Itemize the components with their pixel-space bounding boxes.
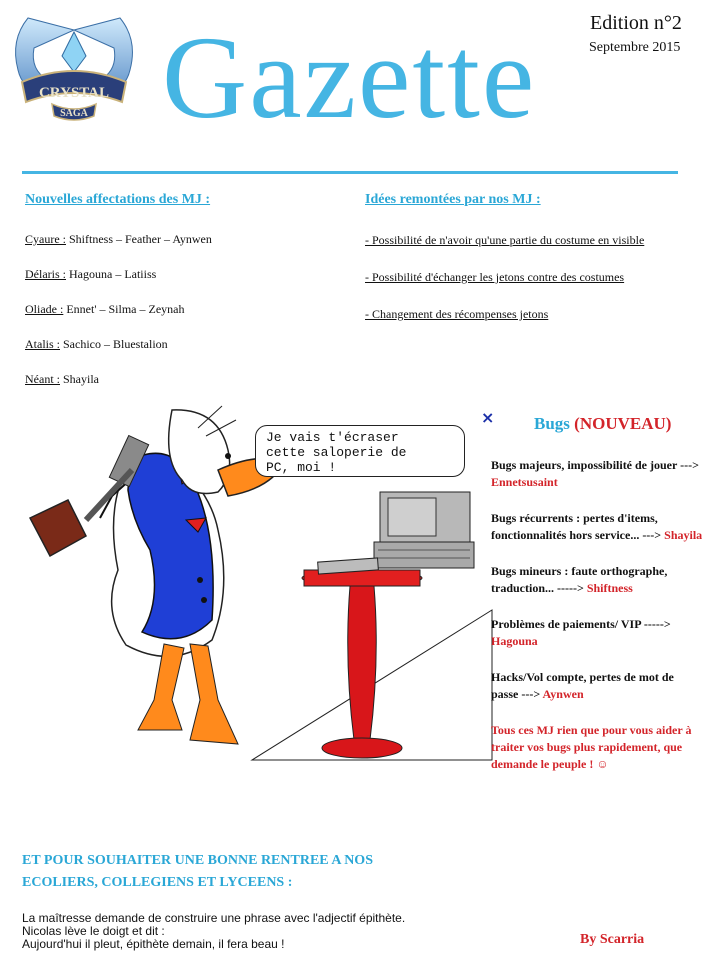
idea-item: - Changement des récompenses jetons <box>365 307 549 321</box>
svg-text:CRYSTAL: CRYSTAL <box>38 85 110 101</box>
gm-assignments <box>25 192 325 407</box>
joke-text: La maîtresse demande de construire une phrase avec l'adjectif épithète. Nicolas lève le doigt et dit : Aujourd'hui il pleut, épithète demain, il fera beau ! <box>22 911 406 951</box>
edition-number: Edition n°2 <box>590 12 682 34</box>
bugs-heading: Bugs (NOUVEAU) <box>534 414 672 433</box>
assignment-item: Cyaure : Shiftness – Feather – Aynwen <box>25 232 212 246</box>
bug-item: Problèmes de paiements/ VIP -----> Hagouna <box>491 617 671 648</box>
bugs-closing-note: Tous ces MJ rien que pour vous aider à traiter vos bugs plus rapidement, que demande le peuple ! ☺ <box>491 723 692 771</box>
gm-ideas-heading: Idées remontées par nos MJ : <box>365 192 541 207</box>
bug-item: Bugs récurrents : pertes d'items, fonctionnalités hors service... ---> Shayila <box>491 511 703 542</box>
bug-item: Bugs mineurs : faute orthographe, traduction... -----> Shiftness <box>491 564 668 595</box>
idea-item: - Possibilité d'échanger les jetons contre des costumes <box>365 270 625 284</box>
bug-item: Bugs majeurs, impossibilité de jouer ---> Ennetsusaint <box>491 458 699 489</box>
bug-item: Hacks/Vol compte, pertes de mot de passe ---> Aynwen <box>491 670 674 701</box>
idea-item: - Possibilité de n'avoir qu'une partie du costume en visible <box>365 233 645 247</box>
assignment-item: Oliade : Ennet' – Silma – Zeynah <box>25 302 185 316</box>
speech-bubble: Je vais t'écraser cette saloperie de PC, moi ! <box>255 425 465 477</box>
svg-text:SAGA: SAGA <box>60 108 88 119</box>
gm-ideas <box>365 192 665 343</box>
bugs-list <box>491 457 703 773</box>
close-icon[interactable]: × <box>481 408 495 427</box>
gm-assignments-heading: Nouvelles affectations des MJ : <box>25 192 211 207</box>
edition-date: Septembre 2015 <box>589 40 681 55</box>
header-rule <box>22 171 678 174</box>
assignment-item: Délaris : Hagouna – Latiiss <box>25 267 157 281</box>
crystal-saga-logo <box>8 10 140 130</box>
masthead-title: Gazette <box>162 12 537 143</box>
author-byline: By Scarria <box>580 932 645 947</box>
assignment-item: Néant : Shayila <box>25 372 99 386</box>
assignment-item: Atalis : Sachico – Bluestalion <box>25 337 168 351</box>
back-to-school-heading: ET POUR SOUHAITER UNE BONNE RENTREE A NOS ECOLIERS, COLLEGIENS ET LYCEENS : <box>22 853 373 890</box>
